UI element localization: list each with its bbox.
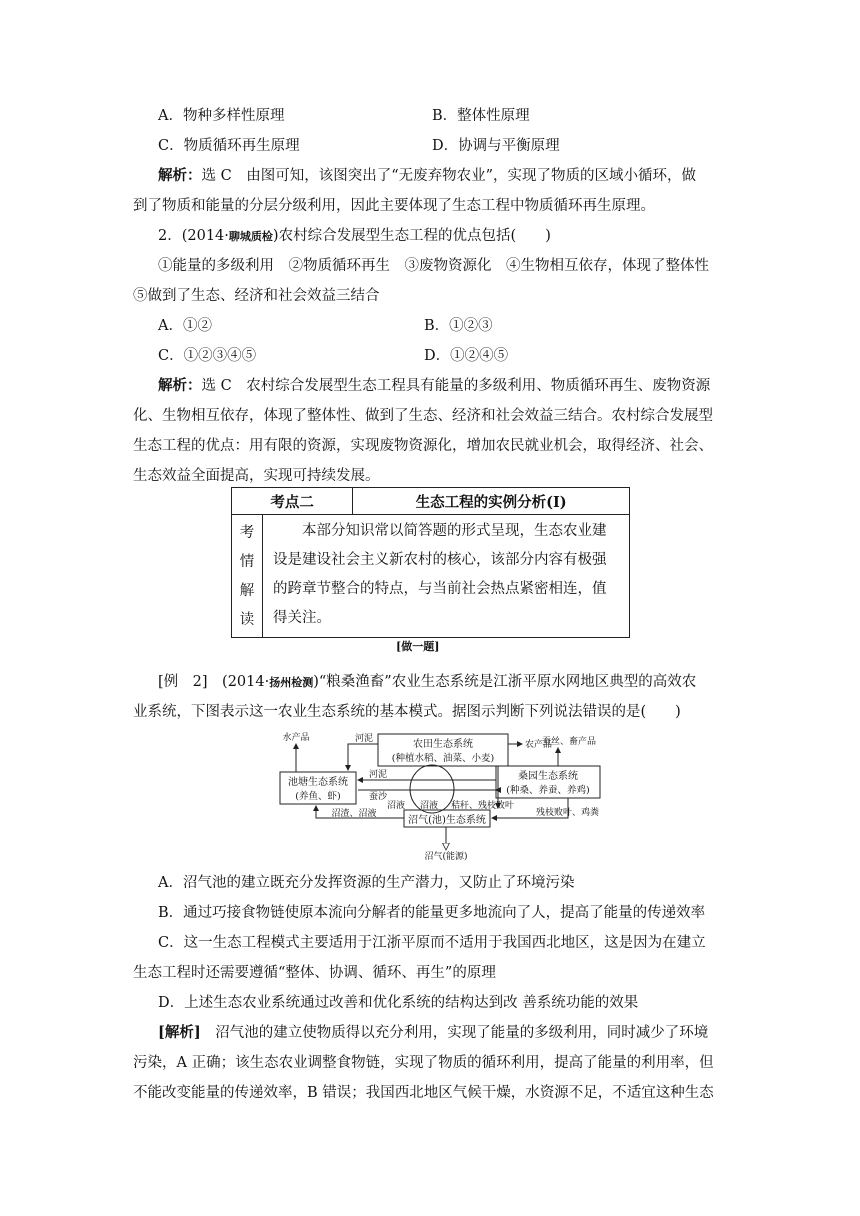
zhaoye-left-label: 沼液	[386, 801, 406, 811]
zhazha-label: 沼渣、沼液	[331, 809, 377, 819]
q2-explanation-line1: 解析：选 C 农村综合发展型生态工程具有能量的多级利用、物质循环再生、废物资源	[158, 377, 711, 394]
ex2-source: 扬州检测	[269, 676, 314, 689]
q2-source: 聊城质检	[228, 230, 273, 243]
q1-explanation-line1: 解析：选 C 由图可知，该图突出了“无废弃物农业”，实现了物质的区域小循环，做	[158, 167, 697, 184]
biogas-box-label: 沼气(池)生态系统	[408, 815, 486, 826]
kaodian-body: 本部分知识常以简答题的形式呈现，生态农业建设是建设社会主义新农村的核心，该部分内容有极强的跨章节整合的特点，与当前社会热点紧密相连，值得关注。	[263, 515, 630, 638]
kaodian-side-label: 考 情 解 读	[232, 515, 263, 638]
farm-box-line1: 农田生态系统	[413, 739, 473, 750]
biogas-energy-label: 沼气(能源)	[424, 852, 468, 862]
ex2-option-a: A．沼气池的建立既充分发挥资源的生产潜力，又防止了环境污染	[158, 875, 575, 891]
ex2-explanation-line3: 不能改变能量的传递效率，B 错误；我国西北地区气候干燥，水资源不足，不适宜这种生态	[133, 1085, 714, 1101]
mulberry-box-line1: 桑园生态系统	[518, 771, 578, 782]
q2-items-line1: ①能量的多级利用 ②物质循环再生 ③废物资源化 ④生物相互依存，体现了整体性	[158, 258, 709, 274]
zhaoye-mid-label: 沼液	[419, 801, 439, 811]
farm-product-label: 农产品	[525, 740, 553, 750]
q2-explanation-line4: 生态效益全面提高，实现可持续发展。	[133, 468, 380, 484]
pond-box-line2: (养鱼、虾)	[295, 791, 341, 802]
q2-option-b: B．①②③	[424, 318, 493, 334]
ex2-option-c-line1: C．这一生态工程模式主要适用于江浙平原而不适用于我国西北地区，这是因为在建立	[158, 935, 706, 951]
q1-option-c: C．物质循环再生原理	[158, 138, 300, 154]
q2-option-a: A．①②	[158, 318, 212, 334]
pond-box-line1: 池塘生态系统	[288, 777, 348, 788]
ex2-explanation-label: [解析]	[158, 1024, 201, 1041]
q1-explanation-line2: 到了物质和能量的分层分级利用，因此主要体现了生态工程中物质循环再生原理。	[133, 198, 655, 214]
ex2-explanation-line1: [解析] 沼气池的建立使物质得以充分利用，实现了能量的多级利用，同时减少了环境	[158, 1024, 709, 1041]
cansha-label: 蚕沙	[368, 792, 388, 802]
water-product-label: 水产品	[282, 733, 310, 743]
ex2-option-b: B．通过巧接食物链使原本流向分解者的能量更多地流向了人，提高了能量的传递效率	[158, 905, 706, 921]
residue-label: 残枝败叶、鸡粪	[536, 808, 600, 818]
q2-explanation-label: 解析：	[158, 377, 202, 394]
silk-product-label: 蚕丝、畜产品	[542, 737, 597, 747]
ex2-stem-line1: [例 2] (2014·扬州检测)“粮桑渔畜”农业生态系统是江浙平原水网地区典型的高效农	[158, 674, 697, 690]
zuo-yi-ti-label: [做一题]	[396, 640, 440, 653]
q2-stem: 2．(2014·聊城质检)农村综合发展型生态工程的优点包括( )	[158, 228, 551, 244]
q2-explanation-line3: 生态工程的优点：用有限的资源，实现废物资源化，增加农民就业机会，取得经济、社会、	[133, 438, 713, 454]
ecosystem-diagram	[268, 726, 618, 864]
q2-explanation-line2: 化、生物相互依存，体现了整体性、做到了生态、经济和社会效益三结合。农村综合发展型	[133, 408, 713, 424]
mulberry-box-line2: (种桑、养蚕、养鸡)	[506, 785, 590, 796]
kaodian-label: 考点二	[232, 488, 353, 515]
ex2-option-c-line2: 生态工程时还需要遵循“整体、协调、循环、再生”的原理	[133, 965, 496, 981]
q1-option-a: A．物种多样性原理	[158, 108, 285, 124]
farm-box-line2: (种植水稻、油菜、小麦)	[391, 753, 495, 764]
q2-items-line2: ⑤做到了生态、经济和社会效益三结合	[133, 288, 380, 304]
q1-option-d: D．协调与平衡原理	[432, 138, 560, 154]
ex2-option-d: D．上述生态农业系统通过改善和优化系统的结构达到改 善系统功能的效果	[158, 995, 639, 1011]
q1-option-b: B．整体性原理	[432, 108, 530, 124]
kaodian-table	[231, 487, 630, 638]
ex2-stem-line2: 业系统，下图表示这一农业生态系统的基本模式。据图示判断下列说法错误的是( )	[133, 704, 681, 720]
ex2-explanation-line2: 污染，A 正确；该生态农业调整食物链，实现了物质的循环利用，提高了能量的利用率，但	[133, 1055, 714, 1071]
q1-explanation-label: 解析：	[158, 167, 202, 184]
river-mud-mid-label: 河泥	[368, 770, 388, 780]
q2-option-d: D．①②④⑤	[424, 348, 509, 364]
kaodian-title: 生态工程的实例分析(Ⅰ)	[353, 488, 630, 515]
straw-label: 秸秆、残枝败叶	[451, 801, 515, 811]
river-mud-top-label: 河泥	[354, 734, 374, 744]
q2-option-c: C．①②③④⑤	[158, 348, 257, 364]
